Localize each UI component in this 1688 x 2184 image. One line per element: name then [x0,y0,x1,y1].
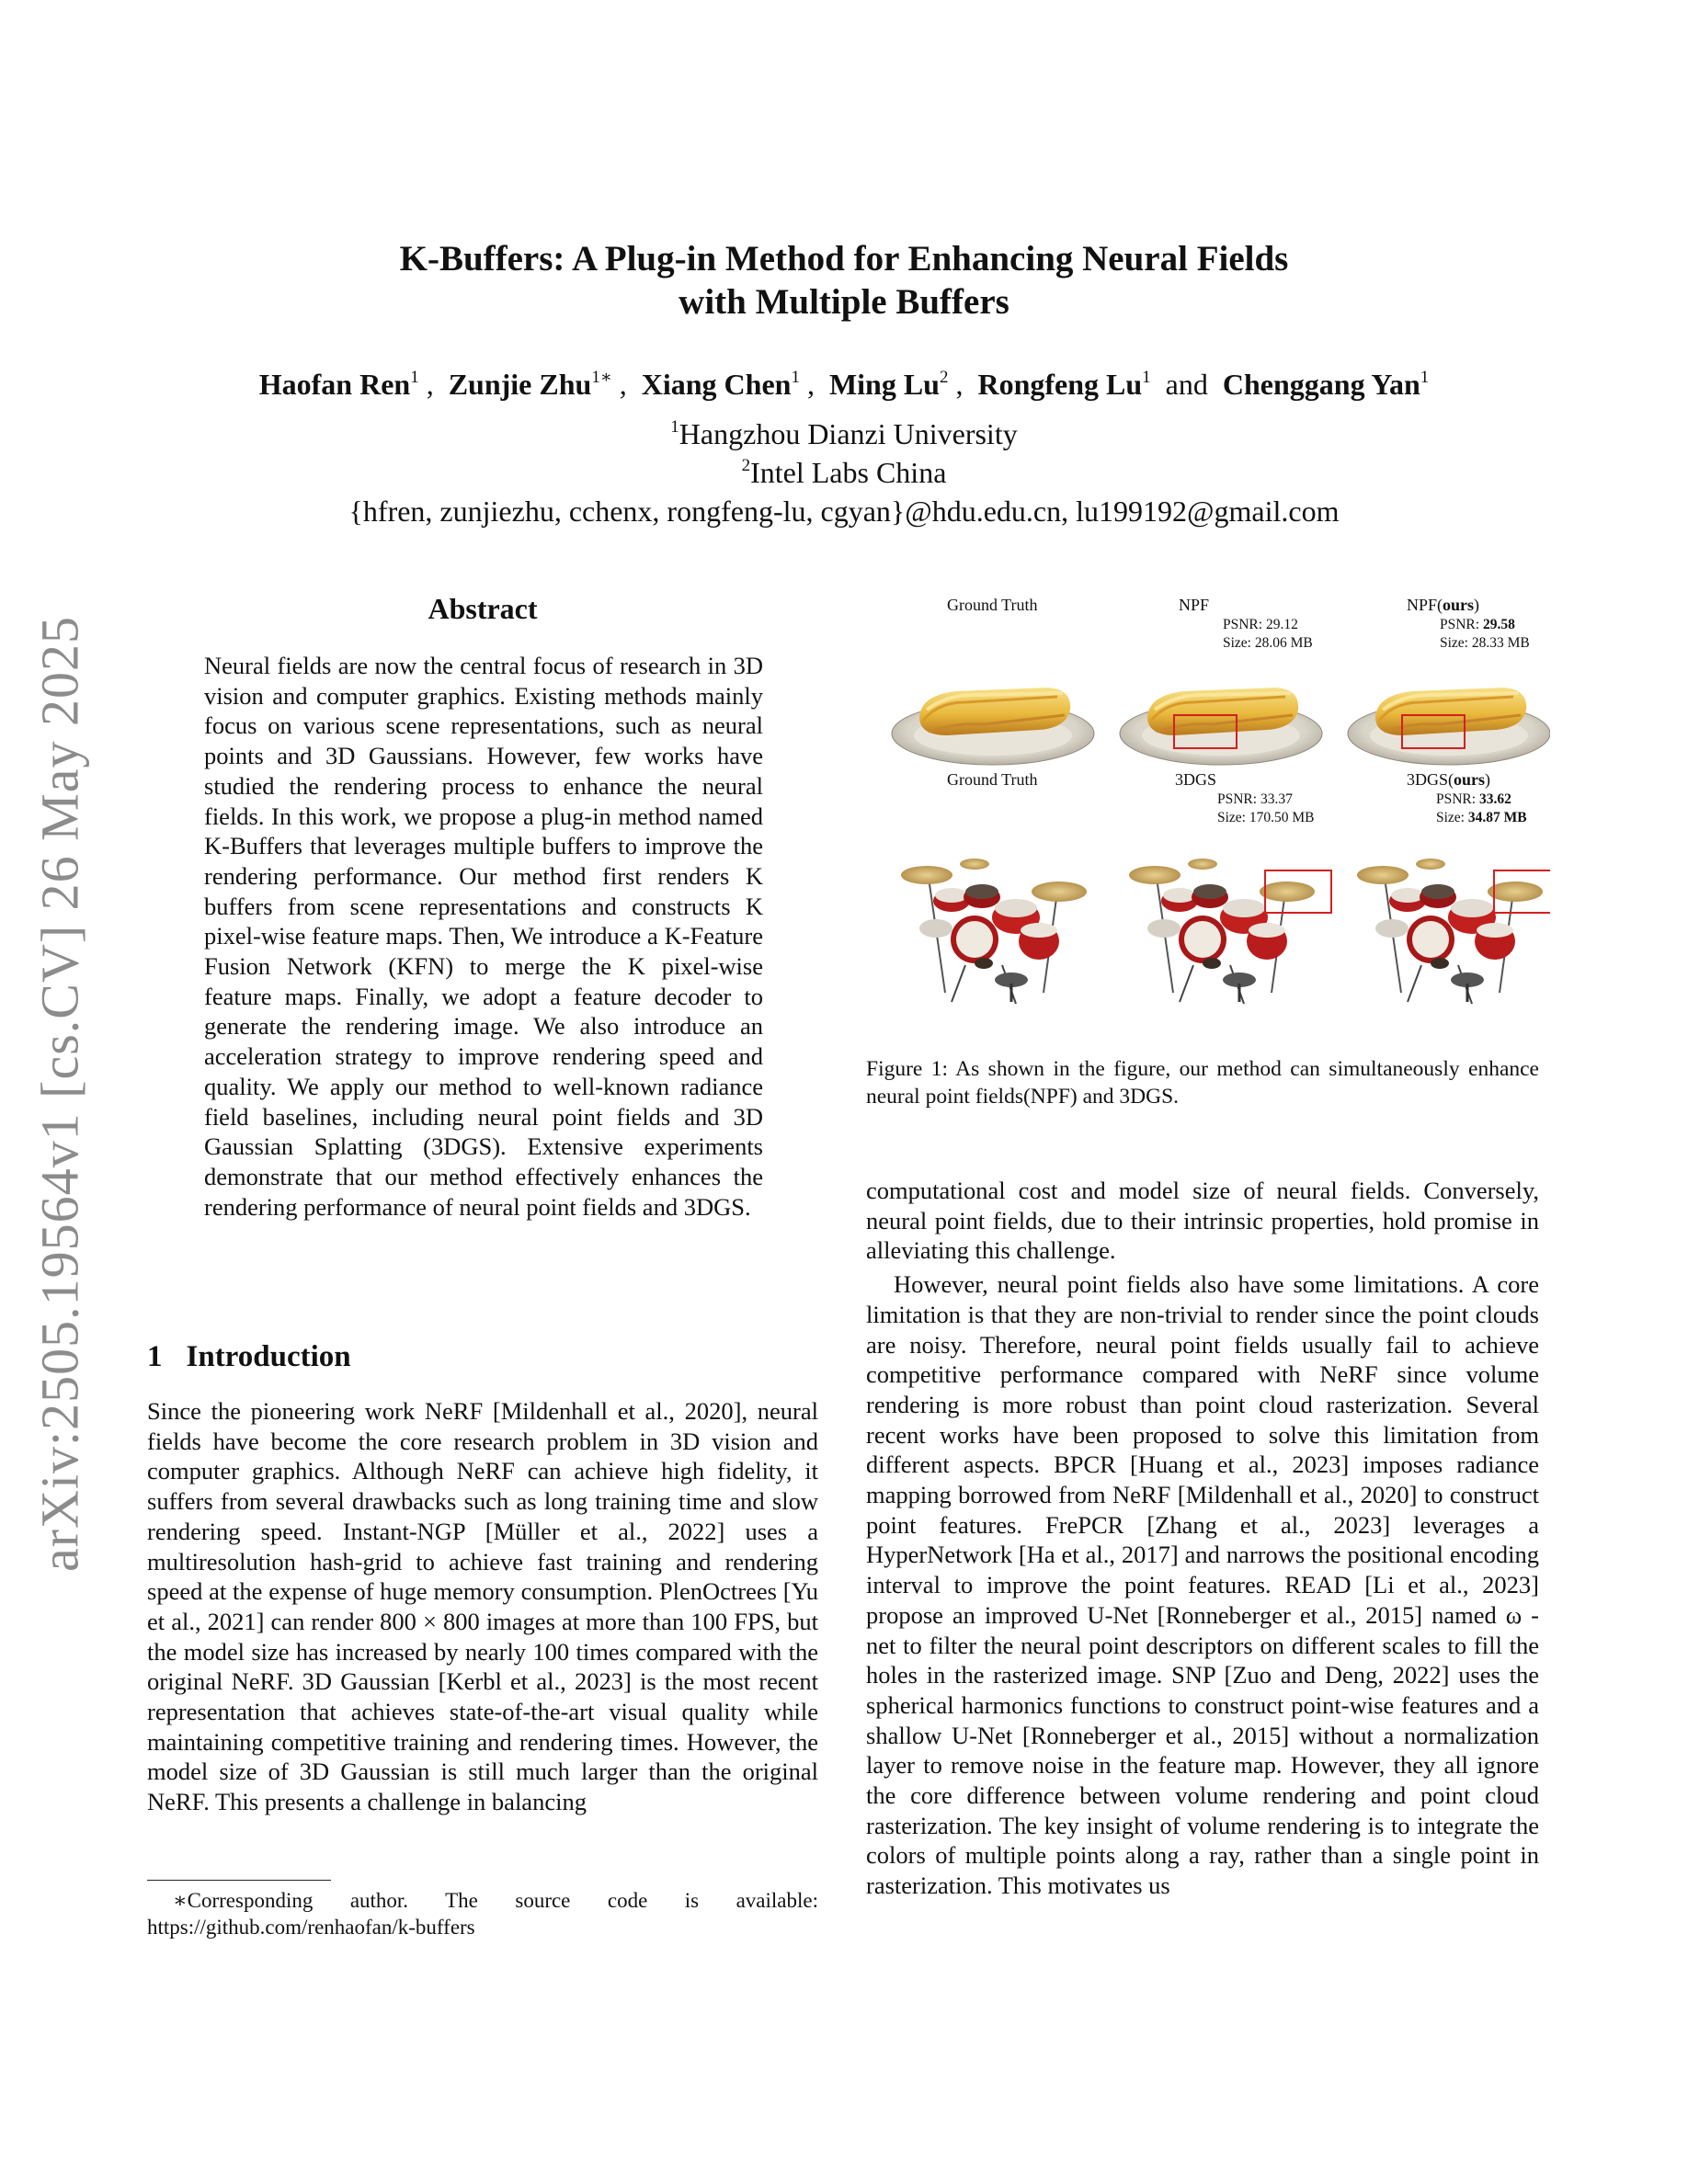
author-affil-mark: 1 [1142,368,1151,387]
author-affil-mark: 1 [1420,368,1430,387]
author-conjunction: and [1165,368,1208,401]
author-list: Haofan Ren$^1$ , Zunjie Zhu$^{1∗}$ , Xiang Chen$^1$ , Ming Lu$^2$ , Rongfeng Lu$^1$ and Chenggang Yan$^1$ [258,368,1430,401]
section-title: Introduction [186,1340,351,1373]
fig-label-3dgs: 3DGS [1175,770,1217,789]
fig-label-3dgs-ours: 3DGS(ours) [1407,770,1491,789]
abstract-heading: Abstract [428,592,538,625]
figure-images [866,588,1550,1029]
image-drums-3dgs [1129,859,1315,1004]
intro-paragraph-1: Since the pioneering work NeRF [Mildenhall et al., 2020], neural fields have become the core research problem in 3D vision and computer graphics. Although NeRF can achieve high fidelity, it suffers from several drawbacks such as long training time and slow rendering speed. Instant-NGP [Müller et al., 2022] uses a multiresolution hash-grid to achieve fast training and rendering speed at the expense of huge memory consumption. PlenOctrees [Yu et al., 2021] can render 800 × 800 images at more than 100 FPS, but the model size has increased by nearly 100 times compared with the original NeRF. 3D Gaussian [Kerbl et al., 2023] is the most recent representation that achieves state-of-the-art visual quality while maintaining competitive training and rendering times. However, the model size of 3D Gaussian is still much larger than the original NeRF. This presents a challenge in balancing [147,1397,818,1816]
fig-metric-psnr: PSNR: 29.12 [1223,617,1298,632]
section-heading-introduction [147,1340,351,1374]
fig-label-npf: NPF [1179,596,1210,614]
footnote-text: ∗Corresponding author. The source code is available: https://github.com/renhaofan/k-buffers [147,1889,818,1939]
fig-metric-size: Size: 170.50 MB [1217,810,1315,825]
author-name: Zunjie Zhu [448,368,592,401]
image-hotdog-npf-ours [1348,688,1550,765]
title-line-2: with Multiple Buffers [679,282,1009,322]
abstract-body [204,651,763,1222]
fig-metric-size-ours: Size: 34.87 MB [1436,810,1527,825]
footnote-rule [147,1880,331,1881]
right-paragraph-1: computational cost and model size of neural fields. Conversely, neural point fields, due to their intrinsic properties, hold promise in alleviating this challenge. [866,1177,1539,1265]
paper-title [0,237,1688,324]
arxiv-identifier: arXiv:2505.19564v1 [cs.CV] 26 May 2025 [29,615,90,1573]
author-affil-mark: 1 [410,368,419,387]
fig-label-npf-ours: NPF(ours) [1407,596,1480,614]
author-affil-mark: 1∗ [591,368,612,387]
fig-metric-psnr: PSNR: 33.37 [1217,791,1293,807]
fig-metric-psnr-ours: PSNR: 33.62 [1436,791,1511,807]
author-name: Rongfeng Lu [977,368,1143,401]
image-hotdog-ground-truth [892,688,1094,765]
image-drums-3dgs-ours [1357,859,1543,1004]
section-number: 1 [147,1340,163,1373]
affiliation-2: $^2$Intel Labs China [741,456,947,489]
abstract-paragraph: Neural fields are now the central focus of research in 3D vision and computer graphics. Existing methods mainly focus on various scene representations, such as neural points and 3D Gaussians. However, few works have studied the rendering process to enhance the neural fields. In this work, we propose a plug-in method named K-Buffers that leverages multiple buffers to improve the rendering performance. Our method first renders K buffers from scene representations and constructs K pixel-wise feature maps. Then, We introduce a K-Feature Fusion Network (KFN) to merge the K pixel-wise feature maps. Finally, we adopt a feature decoder to generate the rendering image. We also introduce an acceleration strategy to improve rendering speed and quality. We apply our method to well-known radiance field baselines, including neural point fields and 3D Gaussian Splatting (3DGS). Extensive experiments demonstrate that our method effectively enhances the rendering performance of neural point fields and 3DGS. [204,652,763,1221]
author-name: Haofan Ren [258,368,411,401]
author-affil-mark: 2 [939,368,949,387]
author-affil-mark: 1 [791,368,800,387]
fig-metric-psnr-ours: PSNR: 29.58 [1440,617,1515,632]
fig-label-ground-truth: Ground Truth [947,770,1038,789]
author-name: Xiang Chen [641,368,792,401]
figure-caption: Figure 1: As shown in the figure, our method can simultaneously enhance neural point fields(NPF) and 3DGS. [866,1057,1539,1109]
fig-label-ground-truth: Ground Truth [947,596,1038,614]
author-emails: {hfren, zunjiezhu, cchenx, rongfeng-lu, cgyan}@hdu.edu.cn, lu199192@gmail.com [348,495,1340,528]
right-column-body [866,1176,1539,1901]
fig-metric-size: Size: 28.06 MB [1223,635,1313,651]
figure-1 [866,588,1550,1066]
image-hotdog-npf [1120,688,1322,765]
author-name: Chenggang Yan [1222,368,1420,401]
image-drums-ground-truth [901,859,1087,1004]
affiliations [0,415,1688,530]
right-paragraph-2: However, neural point fields also have some limitations. A core limitation is that they are non-trivial to render since the point clouds are noisy. Therefore, neural point fields usually fail to achieve competitive performance compared with NeRF since volume rendering is more robust than point cloud rasterization. Several recent works have been proposed to solve this limitation from different aspects. BPCR [Huang et al., 2023] imposes radiance mapping borrowed from NeRF [Mildenhall et al., 2020] to construct point features. FrePCR [Zhang et al., 2023] leverages a HyperNetwork [Ha et al., 2017] and narrows the positional encoding interval to improve the point features. READ [Li et al., 2023] propose an improved U-Net [Ronneberger et al., 2015] named ω - net to filter the neural point descriptors on different scales to fill the holes in the rasterized image. SNP [Zuo and Deng, 2022] uses the spherical harmonics functions to construct point-wise features and a shallow U-Net [Ronneberger et al., 2015] without a normalization layer to remove noise in the feature map. However, they all ignore the core difference between volume rendering and point cloud rasterization. The key insight of volume rendering is to integrate the colors of multiple points along a ray, rather than a single point in rasterization. This motivates us [866,1270,1539,1900]
introduction-body [147,1396,818,1817]
fig-metric-size-ours: Size: 28.33 MB [1440,635,1530,651]
author-name: Ming Lu [828,368,940,401]
title-line-1: K-Buffers: A Plug-in Method for Enhancing Neural Fields [399,239,1289,279]
footnote [147,1887,818,1940]
affiliation-1: $^1$Hangzhou Dianzi University [670,417,1018,450]
arxiv-sidebar [18,597,101,1590]
